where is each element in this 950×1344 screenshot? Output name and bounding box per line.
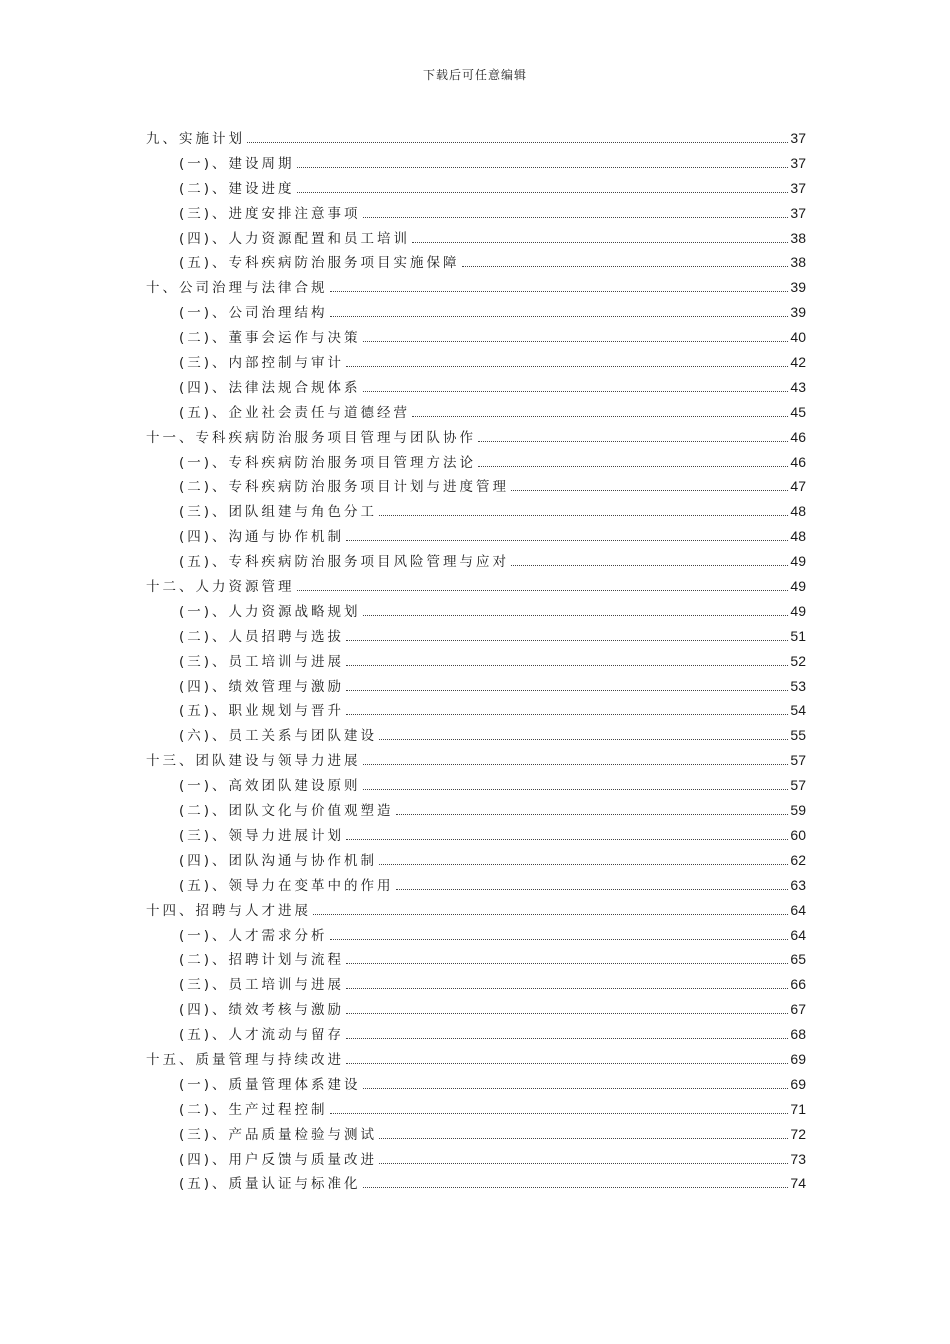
toc-page-number: 46 — [790, 453, 806, 470]
toc-dot-leader — [346, 988, 788, 989]
toc-page-number: 72 — [790, 1125, 806, 1142]
toc-entry-title: (五)、企业社会责任与道德经营 — [179, 404, 411, 421]
toc-dot-leader — [297, 192, 789, 193]
toc-section-entry[interactable] — [146, 823, 806, 848]
toc-dot-leader — [412, 416, 788, 417]
toc-entry-title: 九、实施计划 — [146, 131, 245, 147]
toc-entry-title: (一)、高效团队建设原则 — [179, 778, 361, 795]
toc-page-number: 42 — [790, 354, 806, 371]
toc-entry-title: (二)、团队文化与价值观塑造 — [179, 803, 394, 820]
toc-entry-title: 十一、专科疾病防治服务项目管理与团队协作 — [146, 429, 476, 446]
toc-chapter-entry[interactable] — [146, 425, 806, 450]
toc-entry-title: (四)、沟通与协作机制 — [179, 529, 345, 546]
toc-section-entry[interactable] — [146, 549, 806, 574]
toc-entry-title: (二)、建设进度 — [179, 180, 295, 197]
toc-page-number: 64 — [790, 926, 806, 943]
toc-entry-title: (五)、领导力在变革中的作用 — [179, 877, 394, 894]
toc-dot-leader — [346, 540, 788, 541]
toc-section-entry[interactable] — [146, 524, 806, 549]
toc-page-number: 57 — [790, 777, 806, 794]
toc-page-number: 68 — [790, 1026, 806, 1043]
toc-page-number: 49 — [790, 553, 806, 570]
toc-entry-title: (三)、员工培训与进展 — [179, 977, 345, 994]
toc-entry-title: (一)、公司治理结构 — [179, 305, 328, 322]
toc-section-entry[interactable] — [146, 1122, 806, 1147]
toc-page-number: 63 — [790, 876, 806, 893]
toc-page-number: 47 — [790, 478, 806, 495]
toc-section-entry[interactable] — [146, 972, 806, 997]
toc-page-number: 64 — [790, 901, 806, 918]
toc-section-entry[interactable] — [146, 300, 806, 325]
toc-page-number: 39 — [790, 304, 806, 321]
toc-entry-title: (四)、人力资源配置和员工培训 — [179, 230, 411, 247]
toc-page-number: 65 — [790, 951, 806, 968]
toc-dot-leader — [297, 167, 789, 168]
toc-page-number: 46 — [790, 428, 806, 445]
toc-section-entry[interactable] — [146, 176, 806, 201]
toc-entry-title: (三)、进度安排注意事项 — [179, 205, 361, 222]
toc-entry-title: (二)、生产过程控制 — [179, 1101, 328, 1118]
toc-entry-title: (三)、团队组建与角色分工 — [179, 504, 378, 521]
toc-page-number: 39 — [790, 279, 806, 296]
toc-page-number: 73 — [790, 1150, 806, 1167]
toc-page-number: 52 — [790, 652, 806, 669]
toc-section-entry[interactable] — [146, 375, 806, 400]
toc-dot-leader — [478, 466, 788, 467]
toc-page-number: 48 — [790, 503, 806, 520]
toc-entry-title: (五)、职业规划与晋升 — [179, 703, 345, 720]
toc-page-number: 38 — [790, 254, 806, 271]
toc-entry-title: (四)、法律法规合规体系 — [179, 379, 361, 396]
toc-dot-leader — [346, 366, 788, 367]
toc-section-entry[interactable] — [146, 400, 806, 425]
toc-entry-title: (四)、团队沟通与协作机制 — [179, 852, 378, 869]
toc-entry-title: 十四、招聘与人才进展 — [146, 902, 311, 919]
toc-section-entry[interactable] — [146, 624, 806, 649]
toc-page-number: 49 — [790, 578, 806, 595]
toc-entry-title: 十二、人力资源管理 — [146, 579, 295, 596]
toc-section-entry[interactable] — [146, 674, 806, 699]
toc-section-entry[interactable] — [146, 499, 806, 524]
toc-page-number: 74 — [790, 1175, 806, 1192]
toc-entry-title: 十、公司治理与法律合规 — [146, 280, 328, 297]
toc-dot-leader — [346, 839, 788, 840]
toc-entry-title: (一)、专科疾病防治服务项目管理方法论 — [179, 454, 477, 471]
table-of-contents — [146, 126, 806, 1196]
toc-entry-title: (三)、领导力进展计划 — [179, 827, 345, 844]
toc-page-number: 71 — [790, 1100, 806, 1117]
toc-section-entry[interactable] — [146, 201, 806, 226]
toc-dot-leader — [363, 341, 789, 342]
toc-dot-leader — [346, 665, 788, 666]
toc-dot-leader — [330, 1113, 789, 1114]
toc-section-entry[interactable] — [146, 350, 806, 375]
toc-section-entry[interactable] — [146, 1072, 806, 1097]
toc-dot-leader — [297, 590, 789, 591]
toc-entry-title: (一)、人力资源战略规划 — [179, 603, 361, 620]
toc-dot-leader — [412, 242, 788, 243]
toc-dot-leader — [511, 565, 788, 566]
toc-dot-leader — [379, 1138, 788, 1139]
toc-dot-leader — [462, 266, 789, 267]
toc-dot-leader — [379, 864, 788, 865]
toc-entry-title: (一)、人才需求分析 — [179, 927, 328, 944]
toc-dot-leader — [363, 615, 789, 616]
toc-entry-title: (四)、绩效管理与激励 — [179, 678, 345, 695]
toc-section-entry[interactable] — [146, 997, 806, 1022]
toc-page-number: 37 — [790, 204, 806, 221]
toc-section-entry[interactable] — [146, 450, 806, 475]
toc-page-number: 57 — [790, 752, 806, 769]
toc-dot-leader — [379, 739, 788, 740]
toc-dot-leader — [346, 1038, 788, 1039]
toc-dot-leader — [363, 1088, 789, 1089]
toc-entry-title: (一)、建设周期 — [179, 155, 295, 172]
toc-page-number: 51 — [790, 627, 806, 644]
toc-page-number: 38 — [790, 229, 806, 246]
toc-page-number: 54 — [790, 702, 806, 719]
toc-dot-leader — [379, 1163, 788, 1164]
toc-entry-title: (二)、专科疾病防治服务项目计划与进度管理 — [179, 479, 510, 496]
toc-dot-leader — [346, 640, 788, 641]
toc-entry-title: (六)、员工关系与团队建设 — [179, 728, 378, 745]
toc-page-number: 48 — [790, 528, 806, 545]
toc-section-entry[interactable] — [146, 325, 806, 350]
toc-section-entry[interactable] — [146, 947, 806, 972]
toc-section-entry[interactable] — [146, 226, 806, 251]
toc-page-number: 67 — [790, 1001, 806, 1018]
toc-dot-leader — [396, 814, 789, 815]
toc-chapter-entry[interactable] — [146, 126, 806, 151]
toc-dot-leader — [346, 714, 788, 715]
toc-page-number: 40 — [790, 329, 806, 346]
toc-page-number: 62 — [790, 851, 806, 868]
toc-dot-leader — [313, 914, 788, 915]
toc-page-number: 43 — [790, 378, 806, 395]
toc-section-entry[interactable] — [146, 1097, 806, 1122]
toc-page-number: 69 — [790, 1050, 806, 1067]
toc-dot-leader — [346, 1013, 788, 1014]
toc-page-number: 37 — [790, 154, 806, 171]
toc-entry-title: 十五、质量管理与持续改进 — [146, 1051, 344, 1068]
toc-entry-title: (二)、董事会运作与决策 — [179, 330, 361, 347]
page-header: 下载后可任意编辑 — [422, 68, 527, 82]
toc-entry-title: (五)、质量认证与标准化 — [179, 1176, 361, 1193]
toc-dot-leader — [363, 764, 789, 765]
toc-dot-leader — [247, 142, 788, 143]
toc-entry-title: (四)、绩效考核与激励 — [179, 1002, 345, 1019]
toc-page-number: 37 — [790, 130, 806, 146]
toc-page-number: 37 — [790, 179, 806, 196]
toc-entry-title: (二)、招聘计划与流程 — [179, 952, 345, 969]
toc-section-entry[interactable] — [146, 723, 806, 748]
toc-dot-leader — [379, 515, 788, 516]
toc-entry-title: (一)、质量管理体系建设 — [179, 1076, 361, 1093]
toc-dot-leader — [330, 939, 789, 940]
toc-entry-title: (三)、员工培训与进展 — [179, 653, 345, 670]
toc-entry-title: (二)、人员招聘与选拔 — [179, 628, 345, 645]
toc-page-number: 66 — [790, 976, 806, 993]
toc-section-entry[interactable] — [146, 151, 806, 176]
toc-section-entry[interactable] — [146, 848, 806, 873]
toc-section-entry[interactable] — [146, 923, 806, 948]
toc-page-number: 55 — [790, 727, 806, 744]
toc-page-number: 60 — [790, 826, 806, 843]
toc-section-entry[interactable] — [146, 1147, 806, 1172]
toc-section-entry[interactable] — [146, 798, 806, 823]
toc-section-entry[interactable] — [146, 474, 806, 499]
toc-section-entry[interactable] — [146, 698, 806, 723]
toc-dot-leader — [363, 789, 789, 790]
toc-page-number: 69 — [790, 1075, 806, 1092]
toc-entry-title: (三)、产品质量检验与测试 — [179, 1126, 378, 1143]
toc-dot-leader — [363, 391, 789, 392]
toc-entry-title: (五)、专科疾病防治服务项目实施保障 — [179, 255, 460, 272]
toc-section-entry[interactable] — [146, 1171, 806, 1196]
toc-dot-leader — [330, 316, 789, 317]
toc-chapter-entry[interactable] — [146, 748, 806, 773]
toc-section-entry[interactable] — [146, 649, 806, 674]
toc-dot-leader — [330, 291, 789, 292]
toc-chapter-entry[interactable] — [146, 574, 806, 599]
toc-entry-title: 十三、团队建设与领导力进展 — [146, 753, 361, 770]
toc-dot-leader — [346, 690, 788, 691]
toc-page-number: 53 — [790, 677, 806, 694]
toc-dot-leader — [346, 963, 788, 964]
toc-entry-title: (三)、内部控制与审计 — [179, 355, 345, 372]
toc-section-entry[interactable] — [146, 250, 806, 275]
toc-dot-leader — [511, 490, 788, 491]
toc-dot-leader — [396, 889, 789, 890]
toc-section-entry[interactable] — [146, 599, 806, 624]
toc-section-entry[interactable] — [146, 773, 806, 798]
toc-entry-title: (五)、人才流动与留存 — [179, 1027, 345, 1044]
toc-page-number: 59 — [790, 802, 806, 819]
toc-chapter-entry[interactable] — [146, 1047, 806, 1072]
toc-chapter-entry[interactable] — [146, 898, 806, 923]
toc-dot-leader — [363, 217, 789, 218]
toc-section-entry[interactable] — [146, 1022, 806, 1047]
toc-dot-leader — [346, 1063, 788, 1064]
toc-chapter-entry[interactable] — [146, 275, 806, 300]
toc-page-number: 49 — [790, 602, 806, 619]
toc-page-number: 45 — [790, 403, 806, 420]
toc-section-entry[interactable] — [146, 873, 806, 898]
toc-dot-leader — [363, 1187, 789, 1188]
toc-entry-title: (五)、专科疾病防治服务项目风险管理与应对 — [179, 554, 510, 571]
toc-dot-leader — [478, 441, 788, 442]
toc-entry-title: (四)、用户反馈与质量改进 — [179, 1151, 378, 1168]
